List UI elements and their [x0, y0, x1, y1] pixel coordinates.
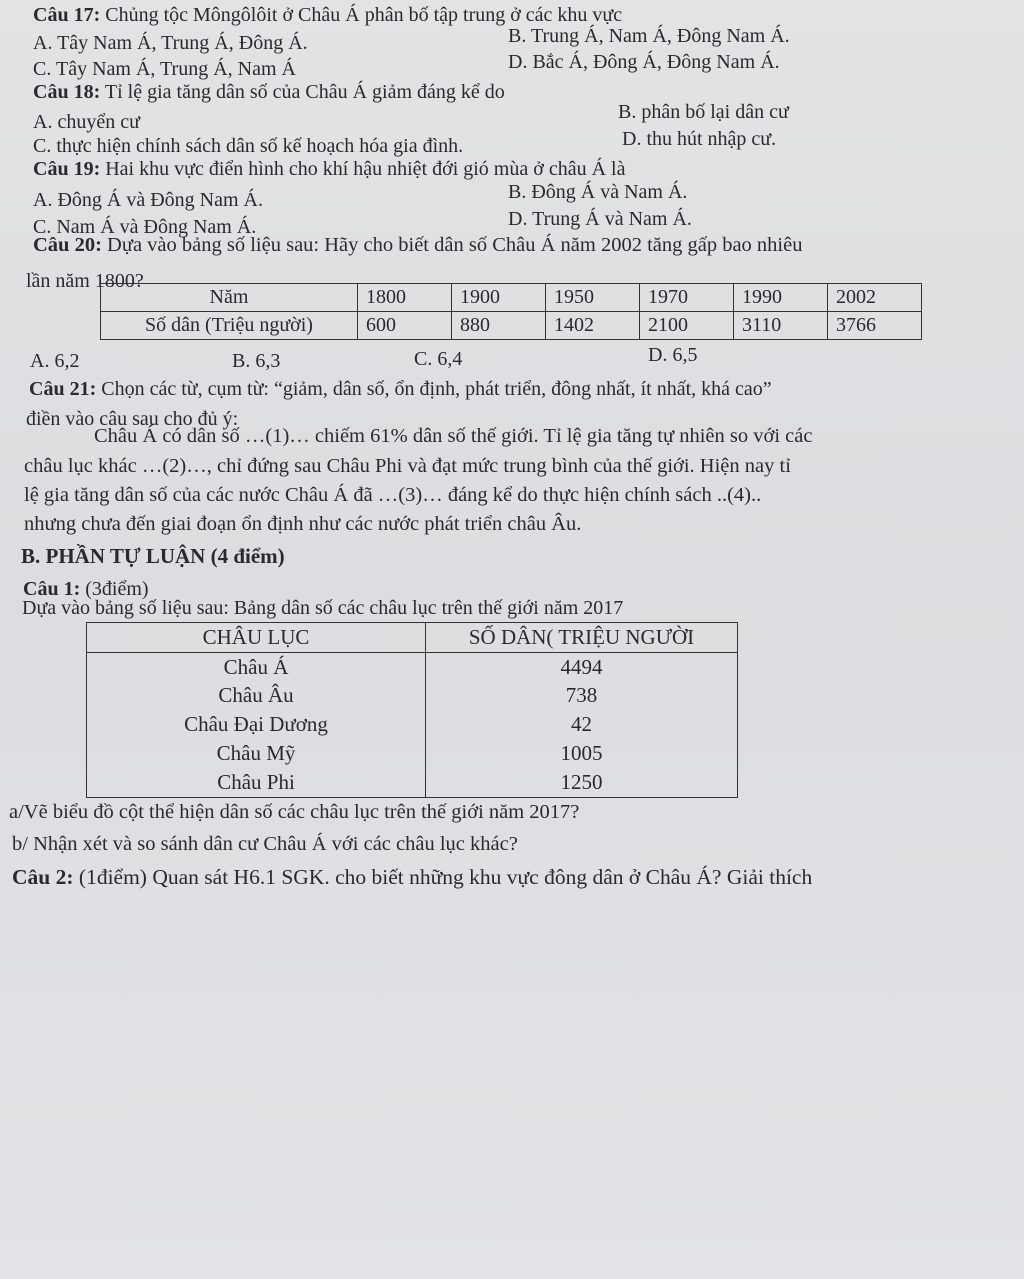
table-cell: 42 — [426, 710, 738, 739]
table-row — [87, 681, 738, 710]
continent-population-table — [86, 622, 738, 798]
q19-option-d: D. Trung Á và Nam Á. — [508, 208, 692, 230]
q19-option-c: C. Nam Á và Đông Nam Á. — [33, 216, 257, 238]
q21-paragraph-line-1: Châu Á có dân số …(1)… chiếm 61% dân số thế giới. Tỉ lệ gia tăng tự nhiên so với các — [94, 425, 813, 447]
table-header-population: SỐ DÂN( TRIỆU NGƯỜI — [426, 623, 738, 653]
q17-option-c: C. Tây Nam Á, Trung Á, Nam Á — [33, 58, 296, 80]
essay-q2-text: (1điểm) Quan sát H6.1 SGK. cho biết những khu vực đông dân ở Châu Á? Giải thích — [78, 865, 813, 889]
table-cell: 1800 — [358, 284, 452, 312]
q18-option-d: D. thu hút nhập cư. — [622, 128, 777, 150]
table-row — [87, 653, 738, 682]
q21-label: Câu 21: — [29, 378, 97, 400]
essay-q2 — [12, 865, 812, 889]
table-cell: Châu Âu — [87, 681, 426, 710]
table-row — [87, 739, 738, 768]
table-cell: 880 — [452, 312, 546, 340]
table-header-continent: CHÂU LỤC — [87, 623, 426, 653]
table-cell: Châu Phi — [87, 768, 426, 798]
table-cell: 1900 — [452, 284, 546, 312]
q20-population-table — [100, 283, 922, 340]
table-cell: 1250 — [426, 768, 738, 798]
table-cell: 1970 — [640, 284, 734, 312]
table-cell: Châu Á — [87, 653, 426, 682]
table-cell: Châu Đại Dương — [87, 710, 426, 739]
essay-q1-intro: Dựa vào bảng số liệu sau: Bảng dân số các châu lục trên thế giới năm 2017 — [22, 597, 624, 619]
part-b-heading: B. PHẦN TỰ LUẬN (4 điểm) — [21, 544, 285, 568]
table-cell: 3110 — [734, 312, 828, 340]
q19-stem — [33, 157, 625, 181]
q20-option-b: B. 6,3 — [232, 350, 281, 372]
table-cell: 1990 — [734, 284, 828, 312]
q17-label: Câu 17: — [33, 4, 101, 26]
table-header-row — [87, 623, 738, 653]
q20-option-c: C. 6,4 — [414, 348, 463, 370]
essay-q1-label: Câu 1: — [23, 578, 81, 600]
q19-option-a: A. Đông Á và Đông Nam Á. — [33, 189, 263, 211]
essay-q1-score: (3điểm) — [85, 578, 149, 600]
table-cell: 738 — [426, 681, 738, 710]
table-cell: 3766 — [828, 312, 922, 340]
table-row — [101, 284, 922, 312]
q18-option-a: A. chuyển cư — [33, 111, 140, 133]
q21-text: Chọn các từ, cụm từ: “giảm, dân số, ổn định, phát triển, đông nhất, ít nhất, khá cao” — [101, 378, 772, 400]
q17-option-d: D. Bắc Á, Đông Á, Đông Nam Á. — [508, 51, 780, 73]
table-cell: 1950 — [546, 284, 640, 312]
q19-option-b: B. Đông Á và Nam Á. — [508, 181, 688, 203]
table-cell: Số dân (Triệu người) — [101, 312, 358, 340]
q20-option-a: A. 6,2 — [30, 350, 80, 372]
table-cell: 1005 — [426, 739, 738, 768]
q18-stem — [33, 80, 505, 104]
table-cell: Châu Mỹ — [87, 739, 426, 768]
table-cell: 1402 — [546, 312, 640, 340]
q21-instruction: điền vào câu sau cho đủ ý: — [26, 408, 239, 430]
table-cell: 2002 — [828, 284, 922, 312]
q17-option-b: B. Trung Á, Nam Á, Đông Nam Á. — [508, 25, 790, 47]
q19-text: Hai khu vực điển hình cho khí hậu nhiệt đới gió mùa ở châu Á là — [105, 158, 626, 180]
essay-q1-part-b: b/ Nhận xét và so sánh dân cư Châu Á với các châu lục khác? — [12, 833, 518, 855]
q18-option-b: B. phân bố lại dân cư — [618, 101, 789, 123]
table-cell: 600 — [358, 312, 452, 340]
q17-option-a: A. Tây Nam Á, Trung Á, Đông Á. — [33, 32, 308, 54]
q18-option-c: C. thực hiện chính sách dân số kế hoạch hóa gia đình. — [33, 135, 464, 157]
q20-option-d: D. 6,5 — [648, 344, 698, 366]
table-cell: 4494 — [426, 653, 738, 682]
essay-q2-label: Câu 2: — [12, 865, 74, 889]
q21-paragraph-line-3: lệ gia tăng dân số của các nước Châu Á đã …(3)… đáng kể do thực hiện chính sách ..(4).. — [24, 484, 762, 506]
table-cell: 2100 — [640, 312, 734, 340]
q19-label: Câu 19: — [33, 158, 101, 180]
q18-text: Tỉ lệ gia tăng dân số của Châu Á giảm đáng kể do — [104, 81, 505, 103]
q20-label: Câu 20: — [33, 234, 102, 256]
q18-label: Câu 18: — [33, 81, 101, 103]
q20-stem — [33, 233, 802, 257]
table-row — [87, 710, 738, 739]
q20-text: Dựa vào bảng số liệu sau: Hãy cho biết dân số Châu Á năm 2002 tăng gấp bao nhiêu — [107, 234, 803, 256]
q17-text: Chủng tộc Môngôlôit ở Châu Á phân bố tập trung ở các khu vực — [105, 4, 623, 26]
essay-q1-part-a: a/Vẽ biểu đồ cột thể hiện dân số các châu lục trên thế giới năm 2017? — [9, 801, 580, 823]
table-row — [87, 768, 738, 798]
table-row — [101, 312, 922, 340]
table-cell: Năm — [101, 284, 358, 312]
q21-stem — [29, 377, 772, 401]
q21-paragraph-line-2: châu lục khác …(2)…, chỉ đứng sau Châu Phi và đạt mức trung bình của thế giới. Hiện nay tỉ — [24, 455, 791, 477]
q21-paragraph-line-4: nhưng chưa đến giai đoạn ổn định như các nước phát triển châu Âu. — [24, 513, 582, 535]
q20-stem-cont: lần năm 1800? — [26, 270, 144, 292]
